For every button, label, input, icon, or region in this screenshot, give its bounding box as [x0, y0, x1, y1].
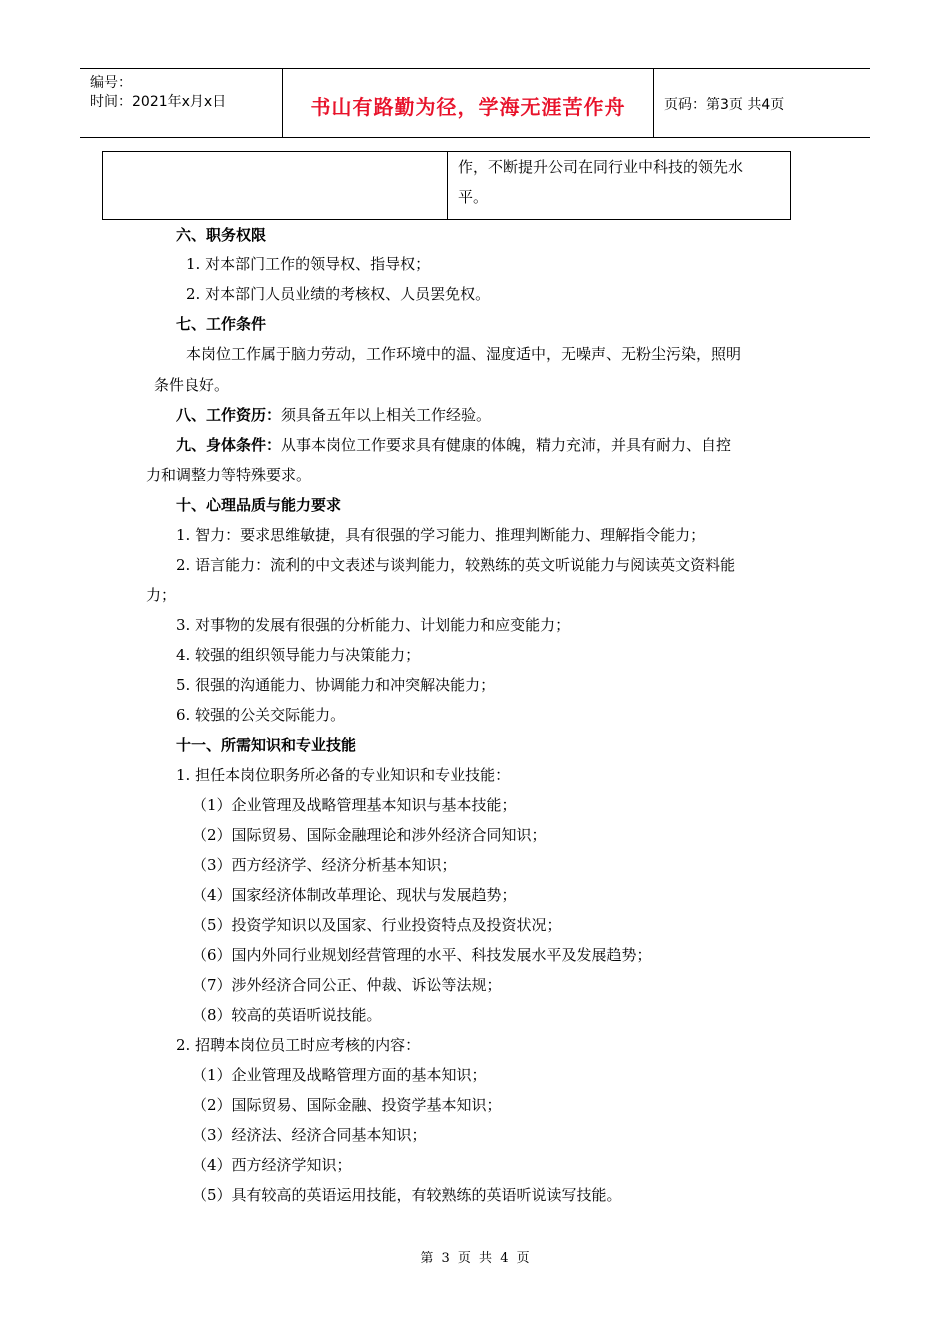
continued-table: [102, 151, 791, 220]
list-item: （2）国际贸易、国际金融理论和涉外经济合同知识；: [192, 826, 547, 844]
header-page-cell: [654, 69, 870, 137]
header-motto-cell: [283, 69, 654, 137]
document-time-label: 时间：2021年x月x日: [90, 94, 227, 110]
list-item: （4）国家经济体制改革理论、现状与发展趋势；: [192, 886, 517, 904]
list-item: （5）投资学知识以及国家、行业投资特点及投资状况；: [192, 916, 562, 934]
list-item: （3）经济法、经济合同基本知识；: [192, 1126, 427, 1144]
list-item: 5. 很强的沟通能力、协调能力和冲突解决能力；: [176, 676, 496, 694]
section-heading: 八、工作资历：: [176, 406, 282, 424]
header-motto: 书山有路勤为径，学海无涯苦作舟: [310, 95, 626, 119]
list-item: （3）西方经济学、经济分析基本知识；: [192, 856, 457, 874]
section-heading: 六、职务权限: [176, 226, 267, 244]
page-header: [80, 68, 870, 138]
section-heading: 十一、所需知识和专业技能: [176, 736, 357, 754]
list-item: （7）涉外经济合同公正、仲裁、诉讼等法规；: [192, 976, 502, 994]
table-left-cell: [103, 152, 448, 219]
section-heading: 九、身体条件：: [176, 436, 282, 454]
list-item: 3. 对事物的发展有很强的分析能力、计划能力和应变能力；: [176, 616, 571, 634]
header-page-number: 页码：第3页 共4页: [664, 97, 785, 113]
paragraph-line: 条件良好。: [154, 376, 230, 394]
section-heading: 十、心理品质与能力要求: [176, 496, 342, 514]
list-item: （5）具有较高的英语运用技能，有较熟练的英语听说读写技能。: [192, 1186, 622, 1204]
paragraph-line: 力和调整力等特殊要求。: [146, 466, 312, 484]
table-text-line: 平。: [458, 188, 489, 206]
paragraph-line: 本岗位工作属于脑力劳动，工作环境中的温、湿度适中，无噪声、无粉尘污染，照明: [186, 345, 742, 363]
list-item: 2. 语言能力：流利的中文表述与谈判能力，较熟练的英文听说能力与阅读英文资料能: [176, 556, 736, 574]
list-item: （8）较高的英语听说技能。: [192, 1006, 382, 1024]
section-text: 须具备五年以上相关工作经验。: [281, 406, 492, 424]
paragraph-line: [176, 405, 491, 425]
list-item: 4. 较强的组织领导能力与决策能力；: [176, 646, 421, 664]
subsection-heading: 1. 担任本岗位职务所必备的专业知识和专业技能：: [176, 766, 511, 784]
section-heading: 七、工作条件: [176, 315, 267, 333]
subsection-heading: 2. 招聘本岗位员工时应考核的内容：: [176, 1036, 421, 1054]
table-right-cell: [448, 152, 788, 219]
list-item: （1）企业管理及战略管理方面的基本知识；: [192, 1066, 487, 1084]
list-item: 2. 对本部门人员业绩的考核权、人员罢免权。: [186, 285, 491, 303]
list-item: （2）国际贸易、国际金融、投资学基本知识；: [192, 1096, 502, 1114]
paragraph-line: [176, 435, 731, 455]
table-text-line: 作，不断提升公司在同行业中科技的领先水: [458, 158, 744, 176]
list-item: （1）企业管理及战略管理基本知识与基本技能；: [192, 796, 517, 814]
page-footer: 第 3 页 共 4 页: [420, 1251, 530, 1266]
list-item: 力；: [146, 586, 177, 604]
header-info-cell: [80, 69, 283, 137]
section-text: 从事本岗位工作要求具有健康的体魄，精力充沛，并具有耐力、自控: [281, 436, 732, 454]
list-item: 1. 对本部门工作的领导权、指导权；: [186, 255, 431, 273]
list-item: 1. 智力：要求思维敏捷，具有很强的学习能力、推理判断能力、理解指令能力；: [176, 526, 706, 544]
document-number-label: 编号：: [90, 75, 132, 91]
list-item: （4）西方经济学知识；: [192, 1156, 352, 1174]
list-item: 6. 较强的公关交际能力。: [176, 706, 346, 724]
list-item: （6）国内外同行业规划经营管理的水平、科技发展水平及发展趋势；: [192, 946, 652, 964]
